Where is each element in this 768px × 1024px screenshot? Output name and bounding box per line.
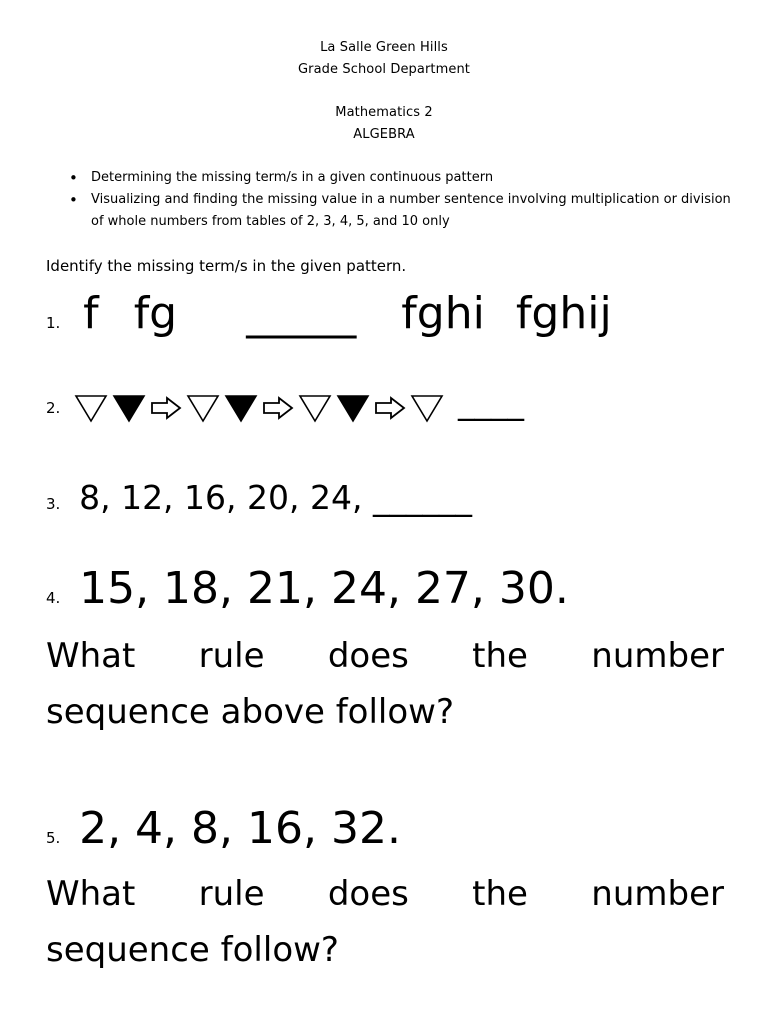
prompt-word: the — [472, 636, 528, 676]
prompt-word: What — [46, 874, 136, 914]
school-name: La Salle Green Hills — [320, 40, 448, 55]
prompt-word: the — [472, 874, 528, 914]
black-down-triangle-icon — [224, 393, 258, 423]
question-2 — [46, 382, 524, 427]
prompt-word: does — [327, 636, 409, 676]
question-number: 4. — [46, 589, 61, 607]
right-arrow-icon — [374, 396, 406, 420]
subject-title: Mathematics 2 — [335, 105, 433, 120]
answer-blank: _____ — [246, 288, 357, 339]
prompt-line: sequence above follow? — [46, 692, 455, 732]
objective-item: • Visualizing and finding the missing value in a number sentence involving multiplication or division of whole numbers from tables of 2, 3, 4, 5, and 10 only — [66, 189, 736, 233]
right-arrow-icon — [150, 396, 182, 420]
pattern-term: fghi — [401, 288, 485, 339]
instruction-text: Identify the missing term/s in the given pattern. — [46, 257, 407, 275]
question-4-prompt — [46, 628, 724, 740]
department-name: Grade School Department — [297, 62, 471, 77]
white-down-triangle-icon — [298, 393, 332, 423]
right-arrow-icon — [262, 396, 294, 420]
objective-item: • Determining the missing term/s in a given continuous pattern — [66, 167, 736, 189]
question-number: 2. — [46, 398, 61, 417]
objectives-list — [66, 167, 736, 233]
number-sequence: 2, 4, 8, 16, 32. — [79, 803, 401, 854]
pattern-term: fghij — [515, 288, 612, 339]
pattern-term: f — [83, 288, 99, 339]
number-sequence: 15, 18, 21, 24, 27, 30. — [79, 563, 569, 614]
white-down-triangle-icon — [410, 393, 444, 423]
question-number: 3. — [46, 495, 61, 513]
question-number: 1. — [46, 314, 61, 332]
question-5-prompt — [46, 866, 724, 978]
topic-title: ALGEBRA — [353, 127, 415, 142]
white-down-triangle-icon — [74, 393, 108, 423]
prompt-word: does — [327, 874, 409, 914]
answer-blank: ____ — [458, 382, 524, 421]
question-5 — [46, 803, 401, 854]
white-down-triangle-icon — [186, 393, 220, 423]
prompt-line: sequence follow? — [46, 930, 339, 970]
shape-pattern — [74, 393, 444, 423]
question-1 — [46, 288, 612, 339]
prompt-word: rule — [198, 636, 265, 676]
black-down-triangle-icon — [336, 393, 370, 423]
prompt-word: rule — [198, 874, 265, 914]
prompt-word: number — [591, 636, 724, 676]
pattern-term: fg — [133, 288, 178, 339]
prompt-word: number — [591, 874, 724, 914]
question-4 — [46, 563, 569, 614]
number-sequence: 8, 12, 16, 20, 24, ______ — [79, 478, 472, 517]
question-number: 5. — [46, 829, 61, 847]
question-3 — [46, 478, 472, 517]
black-down-triangle-icon — [112, 393, 146, 423]
prompt-word: What — [46, 636, 136, 676]
